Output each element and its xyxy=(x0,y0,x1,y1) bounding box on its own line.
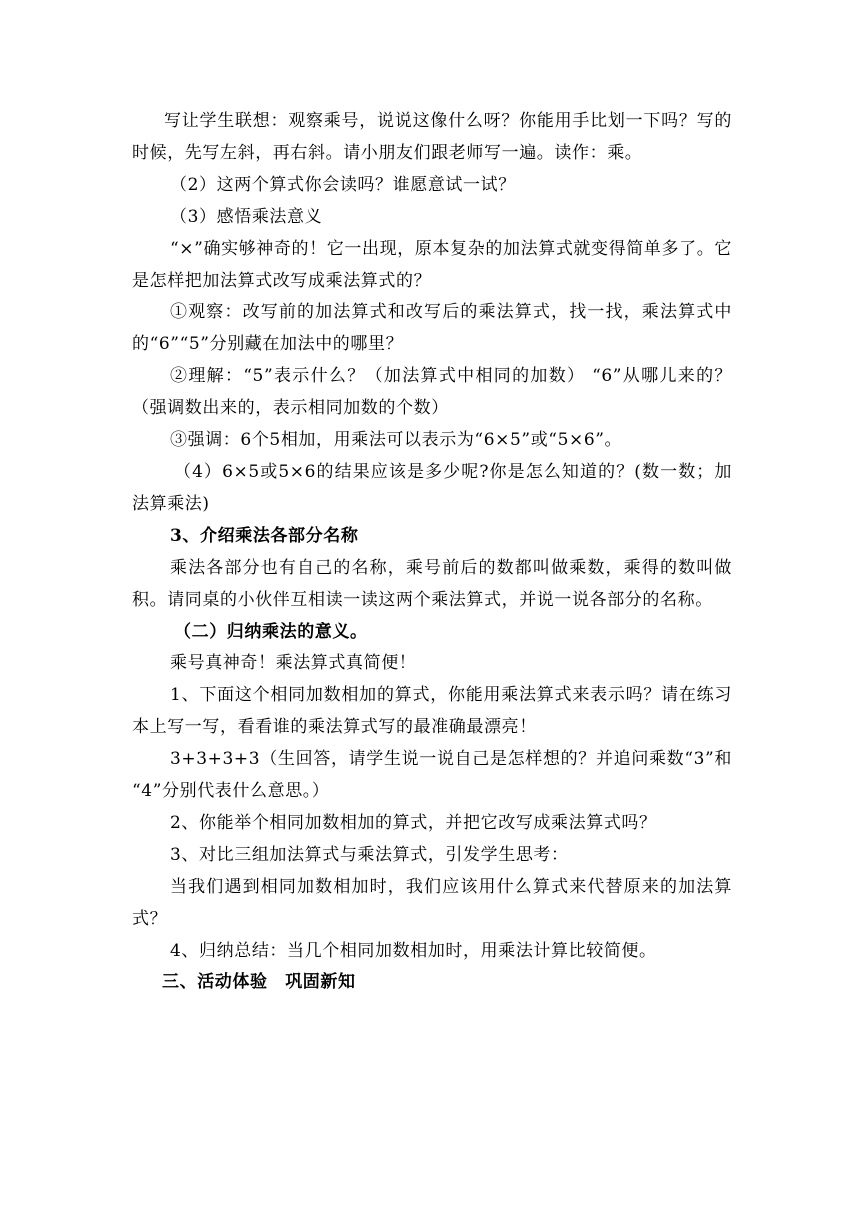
section-heading-meaning: （二）归纳乘法的意义。 xyxy=(174,621,368,642)
paragraph-emphasize: ③强调：6个5相加，用乘法可以表示为“6×5”或“5×6”。 xyxy=(170,430,623,451)
paragraph-parts-names: 乘法各部分也有自己的名称，乘号前后的数都叫做乘数，乘得的数叫做积。请同桌的小伙伴互相读一读这两个乘法算式，并说一说各部分的名称。 xyxy=(132,557,732,610)
paragraph-write-multiplication-sign: 写让学生联想：观察乘号，说说这像什么呀？你能用手比划一下吗？写的时候，先写左斜，再右斜。请小朋友们跟老师写一遍。读作：乘。 xyxy=(132,111,732,163)
paragraph-read-two-equations: （2）这两个算式你会读吗？谁愿意试一试？ xyxy=(170,174,516,195)
paragraph-times-sign-magic: “×”确实够神奇的！它一出现，原本复杂的加法算式就变得简单多了。它是怎样把加法算式改写成乘法算式的？ xyxy=(132,238,732,291)
paragraph-summary: 4、归纳总结：当几个相同加数相加时，用乘法计算比较简便。 xyxy=(170,940,657,961)
paragraph-exercise-3: 3、对比三组加法算式与乘法算式，引发学生思考： xyxy=(170,844,569,865)
document-body xyxy=(132,106,732,999)
paragraph-exercise-2: 2、你能举个相同加数相加的算式，并把它改写成乘法算式吗？ xyxy=(170,812,657,833)
paragraph-exercise-1: 1、下面这个相同加数相加的算式，你能用乘法算式来表示吗？请在练习本上写一写，看看谁的乘法算式写的最准确最漂亮！ xyxy=(132,685,732,738)
paragraph-sign-magic: 乘号真神奇！乘法算式真简便！ xyxy=(170,653,417,674)
paragraph-feel-meaning-heading: （3）感悟乘法意义 xyxy=(170,206,323,227)
paragraph-observe: ①观察：改写前的加法算式和改写后的乘法算式，找一找，乘法算式中的“6”“5”分别藏在加法中的哪里？ xyxy=(132,302,732,355)
section-heading-parts-names: 3、介绍乘法各部分名称 xyxy=(170,525,359,546)
paragraph-understand: ②理解：“5”表示什么？（加法算式中相同的加数） “6”从哪儿来的？（强调数出来的，表示相同加数的个数） xyxy=(132,366,732,419)
section-heading-activity: 三、活动体验 巩固新知 xyxy=(162,972,356,993)
paragraph-example-3333: 3+3+3+3（生回答，请学生说一说自己是怎样想的？并追问乘数“3”和 “4”分别代表什么意思。） xyxy=(132,749,732,802)
paragraph-think: 当我们遇到相同加数相加时，我们应该用什么算式来代替原来的加法算式？ xyxy=(132,876,732,929)
paragraph-result-question: （4）6×5或5×6的结果应该是多少呢?你是怎么知道的？(数一数；加法算乘法) xyxy=(132,461,732,514)
